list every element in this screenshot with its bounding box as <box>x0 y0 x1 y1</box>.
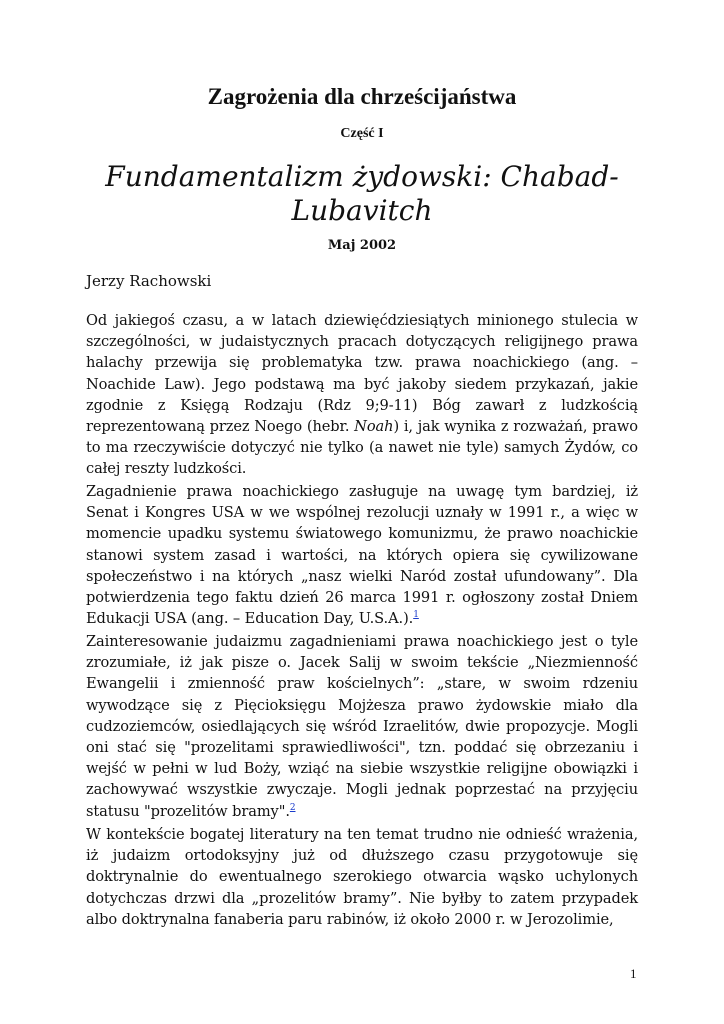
paragraph-1 <box>86 310 638 480</box>
paragraph-4 <box>86 824 638 930</box>
page-number: 1 <box>630 966 637 981</box>
article-date: Maj 2002 <box>327 238 397 253</box>
paragraph-1-text-b: ) i, jak wynika z rozważań, prawo to ma rzeczywiście dotyczyć nie tylko (a nawet nie tyle) samych Żydów, co całej reszty ludzkości. <box>86 418 638 478</box>
paragraph-4-text: W kontekście bogatej literatury na ten temat trudno nie odnieść wrażenia, iż judaizm ortodoksyjny już od dłuższego czasu przygotowuje się doktrynalnie do ewentualnego szerokiego otwarcia wąsko uchylonych dotychczas drzwi dla „prozelitów bramy”. Nie byłby to zatem przypadek albo doktrynalna fanaberia paru rabinów, iż około 2000 r. w Jerozolimie, <box>86 826 638 928</box>
article-title: Fundamentalizm żydowski: Chabad-Lubavitch <box>105 160 619 227</box>
author-name: Jerzy Rachowski <box>86 272 212 290</box>
part-label: Część I <box>340 126 384 141</box>
paragraph-2 <box>86 481 638 629</box>
series-title: Zagrożenia dla chrześcijaństwa <box>207 84 517 109</box>
paragraph-1-italic: Noah <box>354 418 394 436</box>
paragraph-1-text-a: Od jakiegoś czasu, a w latach dziewięćdziesiątych minionego stulecia w szczególności, w judaistycznych pracach dotyczących religijnego prawa halachy przewija się problematyka tzw. prawa noachickiego (ang. – Noachide Law). Jego podstawą ma być jakoby siedem przykazań, jakie zgodnie z Księgą Rodzaju (Rdz 9;9-11) Bóg zawarł z ludzkością reprezentowaną przez Noego (hebr. <box>86 312 638 436</box>
footnote-link-2[interactable]: 2 <box>289 802 296 813</box>
paragraph-3 <box>86 631 638 822</box>
footnote-link-1[interactable]: 1 <box>413 610 419 621</box>
paragraph-2-text: Zagadnienie prawa noachickiego zasługuje na uwagę tym bardziej, iż Senat i Kongres USA w we wspólnej rezolucji uznały w 1991 r., a więc w momencie upadku systemu światowego komunizmu, że prawo noachickie stanowi system zasad i wartości, na których opiera się cywilizowane społeczeństwo i na których „nasz wielki Naród został ufundowany”. Dla potwierdzenia tego faktu dzień 26 marca 1991 r. ogłoszony został Dniem Edukacji USA (ang. – Education Day, U.S.A.). <box>86 483 638 628</box>
paragraph-3-text: Zainteresowanie judaizmu zagadnieniami prawa noachickiego jest o tyle zrozumiałe, iż jak pisze o. Jacek Salij w swoim tekście „Niezmienność Ewangelii i zmienność praw kościelnych”: „stare, w swoim rdzeniu wywodzące się z Pięcioksięgu Mojżesza prawo żydowskie miało dla cudzoziemców, osiedlających się wśród Izraelitów, dwie propozycje. Mogli oni stać się "prozelitami sprawiedliwości", tzn. poddać się obrzezaniu i wejść w pełni w lud Boży, wziąć na siebie wszystkie religijne obowiązki i zachowywać wszystkie zwyczaje. Mogli jednak poprzestać na przyjęciu statusu "prozelitów bramy". <box>86 633 638 820</box>
